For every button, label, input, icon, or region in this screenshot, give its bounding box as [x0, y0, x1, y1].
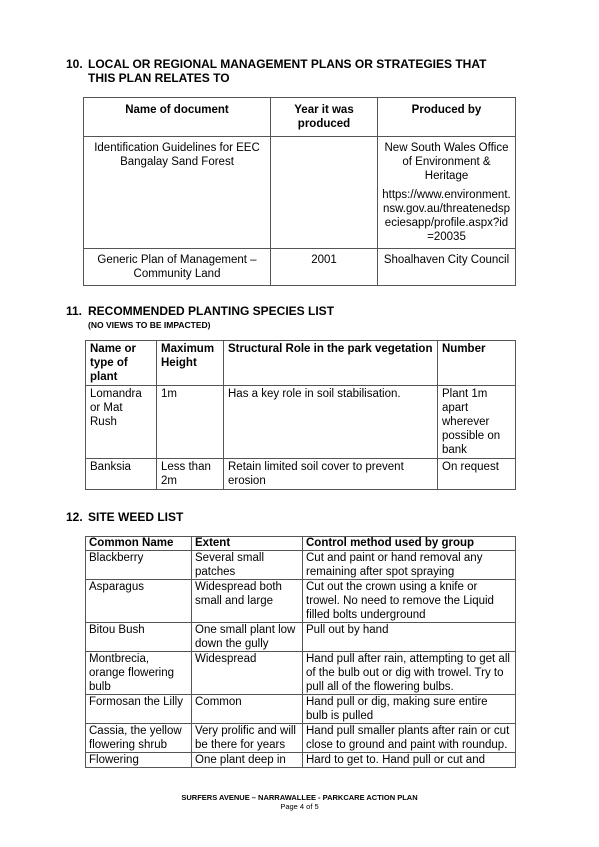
section-11-heading	[66, 304, 334, 332]
role-cell: Retain limited soil cover to prevent erosion	[224, 459, 438, 490]
document-name-cell: Generic Plan of Management – Community Land	[84, 249, 271, 286]
extent-cell: Widespread	[192, 652, 303, 695]
height-cell: 1m	[157, 386, 224, 459]
extent-cell: Very prolific and will be there for years	[192, 724, 303, 753]
page-footer	[0, 793, 599, 811]
section-10-number: 10.	[66, 57, 83, 71]
producer-name: New South Wales Office of Environment & Heritage	[384, 142, 509, 182]
producer-cell	[378, 137, 516, 249]
footer-title: SURFERS AVENUE – NARRAWALLEE - PARKCARE ACTION PLAN	[181, 793, 418, 802]
section-12-title: SITE WEED LIST	[88, 510, 184, 524]
control-method-cell: Hand pull smaller plants after rain or cut close to ground and paint with roundup.	[303, 724, 516, 753]
role-cell: Has a key role in soil stabilisation.	[224, 386, 438, 459]
table-row	[84, 137, 516, 249]
column-header: Structural Role in the park vegetation	[224, 341, 438, 386]
table-row	[86, 551, 516, 580]
year-cell: 2001	[271, 249, 378, 286]
year-cell	[271, 137, 378, 249]
control-method-cell: Hand pull after rain, attempting to get all of the bulb out or dig with trowel. Try to pull all of the flowering bulbs.	[303, 652, 516, 695]
table-header-row	[86, 537, 516, 551]
control-method-cell: Hard to get to. Hand pull or cut and	[303, 753, 516, 768]
weed-name-cell: Bitou Bush	[86, 623, 192, 652]
planting-species-table	[85, 340, 516, 490]
plant-name-cell: Banksia	[86, 459, 157, 490]
control-method-cell: Cut out the crown using a knife or trowel. No need to remove the Liquid filled bolts underground	[303, 580, 516, 623]
table-row	[86, 580, 516, 623]
management-plans-table	[83, 97, 516, 286]
producer-url-link[interactable]: https://www.environment.nsw.gov.au/threatenedspeciesapp/profile.aspx?id=20035	[382, 189, 511, 243]
section-10-title-line1: LOCAL OR REGIONAL MANAGEMENT PLANS OR STRATEGIES THAT	[88, 57, 487, 71]
table-row	[86, 695, 516, 724]
document-name-cell: Identification Guidelines for EEC Bangalay Sand Forest	[84, 137, 271, 249]
producer-cell: Shoalhaven City Council	[378, 249, 516, 286]
control-method-cell: Hand pull or dig, making sure entire bulb is pulled	[303, 695, 516, 724]
weed-name-cell: Formosan the Lilly	[86, 695, 192, 724]
weed-name-cell: Asparagus	[86, 580, 192, 623]
section-10-title-line2: THIS PLAN RELATES TO	[88, 71, 230, 85]
weed-name-cell: Blackberry	[86, 551, 192, 580]
section-11-title: RECOMMENDED PLANTING SPECIES LIST	[88, 304, 335, 318]
control-method-cell: Cut and paint or hand removal any remaining after spot spraying	[303, 551, 516, 580]
column-header: Control method used by group	[303, 537, 516, 551]
column-header: Number	[438, 341, 516, 386]
weed-list-table	[85, 536, 516, 768]
section-11-subtitle: (NO VIEWS TO BE IMPACTED)	[88, 320, 211, 330]
section-12-number: 12.	[66, 510, 83, 524]
extent-cell: One small plant low down the gully	[192, 623, 303, 652]
section-12-heading	[66, 510, 183, 524]
table-header-row	[86, 341, 516, 386]
column-header: Extent	[192, 537, 303, 551]
section-11-number: 11.	[66, 304, 83, 318]
number-cell: Plant 1m apart wherever possible on bank	[438, 386, 516, 459]
column-header: Common Name	[86, 537, 192, 551]
extent-cell: Common	[192, 695, 303, 724]
weed-name-cell: Montbrecia, orange flowering bulb	[86, 652, 192, 695]
table-row	[86, 652, 516, 695]
column-header: Maximum Height	[157, 341, 224, 386]
table-row	[86, 724, 516, 753]
control-method-cell: Pull out by hand	[303, 623, 516, 652]
table-row	[86, 753, 516, 768]
extent-cell: Several small patches	[192, 551, 303, 580]
table-row	[86, 386, 516, 459]
weed-name-cell: Cassia, the yellow flowering shrub	[86, 724, 192, 753]
table-row	[84, 249, 516, 286]
extent-cell: Widespread both small and large	[192, 580, 303, 623]
column-header: Name or type of plant	[86, 341, 157, 386]
column-header: Name of document	[84, 98, 271, 137]
table-row	[86, 623, 516, 652]
weed-name-cell: Flowering	[86, 753, 192, 768]
table-row	[86, 459, 516, 490]
table-header-row	[84, 98, 516, 137]
plant-name-cell: Lomandra or Mat Rush	[86, 386, 157, 459]
column-header: Year it was produced	[271, 98, 378, 137]
number-cell: On request	[438, 459, 516, 490]
column-header: Produced by	[378, 98, 516, 137]
height-cell: Less than 2m	[157, 459, 224, 490]
page-number: Page 4 of 5	[280, 802, 319, 811]
section-10-heading	[66, 57, 486, 85]
extent-cell: One plant deep in	[192, 753, 303, 768]
